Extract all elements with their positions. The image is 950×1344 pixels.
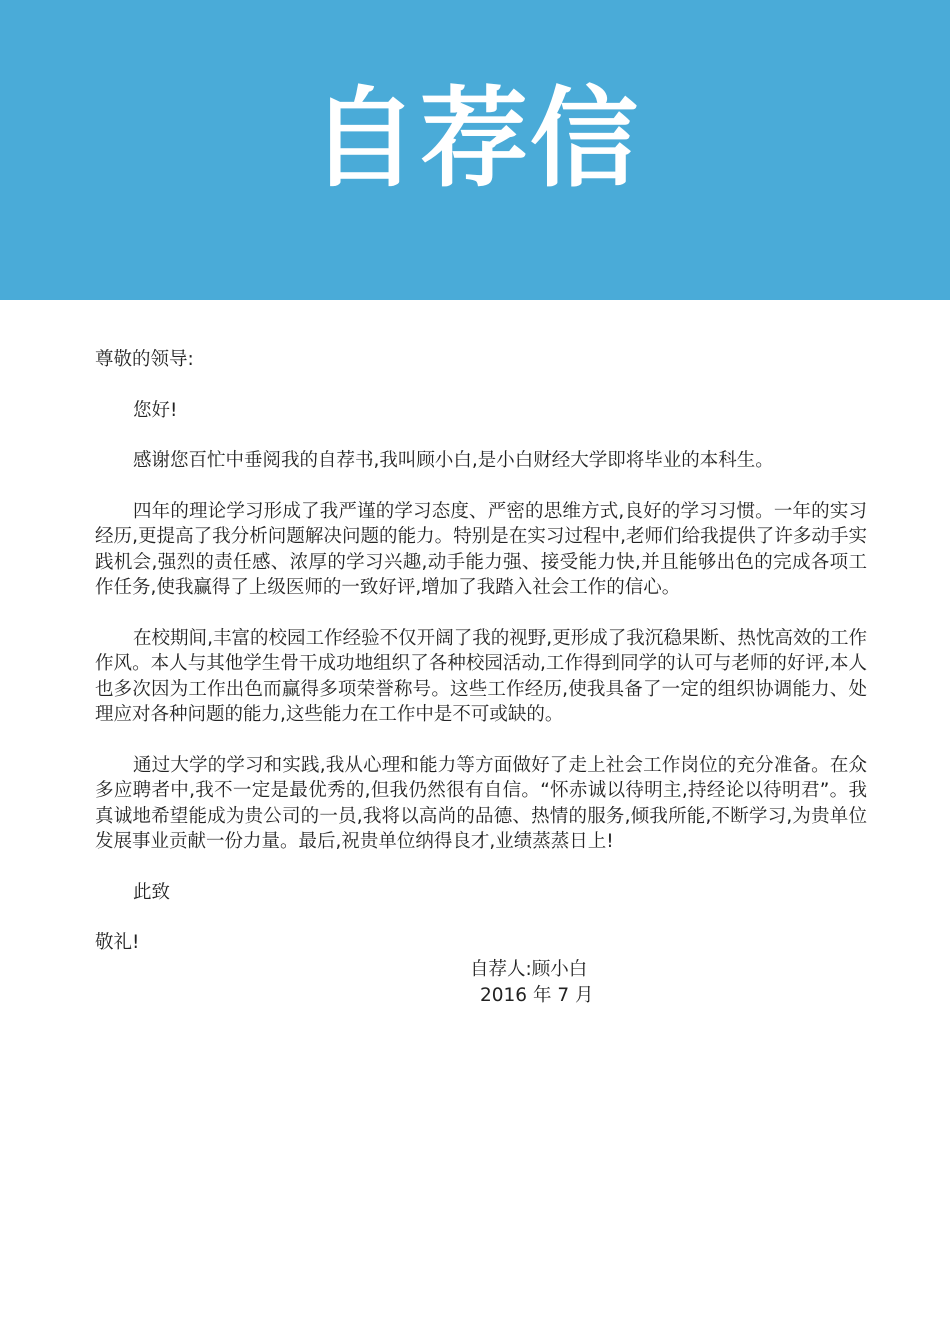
paragraph-intro: 感谢您百忙中垂阅我的自荐书,我叫顾小白,是小白财经大学即将毕业的本科生。 <box>133 450 774 471</box>
closing-ci-zhi: 此致 <box>133 881 171 903</box>
salutation: 尊敬的领导: <box>95 349 194 370</box>
paragraph-campus: 在校期间,丰富的校园工作经验不仅开阔了我的视野,更形成了我沉稳果断、热忱高效的工作作风。本人与其他学生骨干成功地组织了各种校园活动,工作得到同学的认可与老师的好评,本人也多次因为工作出色而赢得多项荣誉称号。这些工作经历,使我具备了一定的组织协调能力、处理应对各种问题的能力,这些能力在工作中是不可或缺的。 <box>95 627 867 725</box>
signature-block <box>470 957 594 1008</box>
page-title: 自荐信 <box>309 77 640 202</box>
paragraph-conclusion: 通过大学的学习和实践,我从心理和能力等方面做好了走上社会工作岗位的充分准备。在众多应聘者中,我不一定是最优秀的,但我仍然很有自信。“怀赤诚以待明主,持经论以待明君”。我真诚地希望能成为贵公司的一员,我将以高尚的品德、热情的服务,倾我所能,不断学习,为贵单位发展事业贡献一份力量。最后,祝贵单位纳得良才,业绩蒸蒸日上! <box>95 754 867 852</box>
greeting: 您好! <box>133 399 178 421</box>
letter-body <box>95 347 867 956</box>
signature-date: 2016 年 7 月 <box>480 984 594 1006</box>
signature-name: 自荐人:顾小白 <box>470 959 588 980</box>
closing-jing-li: 敬礼! <box>95 932 140 953</box>
paragraph-study: 四年的理论学习形成了我严谨的学习态度、严密的思维方式,良好的学习习惯。一年的实习经历,更提高了我分析问题解决问题的能力。特别是在实习过程中,老师们给我提供了许多动手实践机会,强烈的责任感、浓厚的学习兴趣,动手能力强、接受能力快,并且能够出色的完成各项工作任务,使我赢得了上级医师的一致好评,增加了我踏入社会工作的信心。 <box>95 500 867 598</box>
